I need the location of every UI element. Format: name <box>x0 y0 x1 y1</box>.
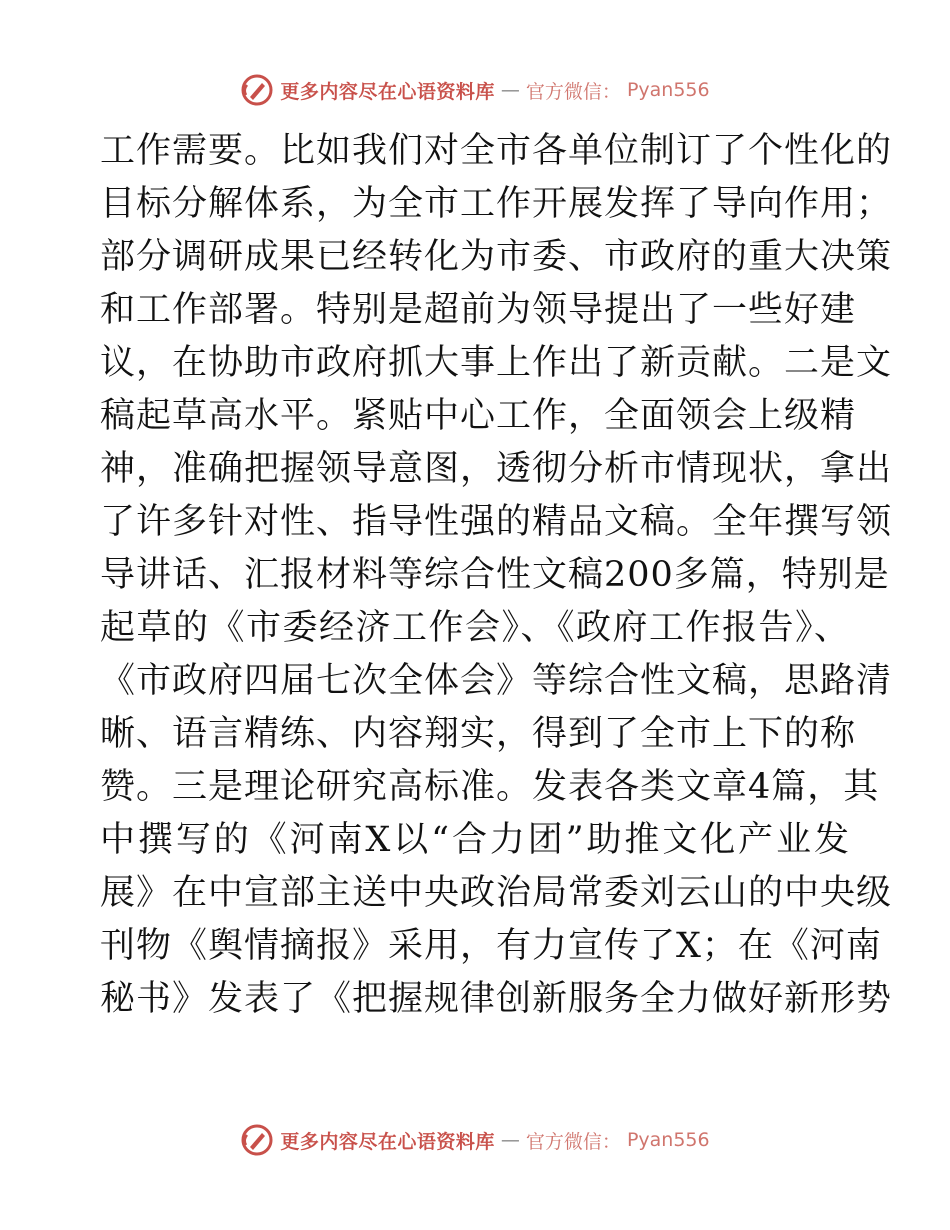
body-line: 议，在协助市政府抓大事上作出了新贡献。二是文 <box>100 343 893 383</box>
body-line: 和工作部署。特别是超前为领导提出了一些好建 <box>100 290 857 330</box>
body-line: 稿起草高水平。紧贴中心工作，全面领会上级精 <box>100 396 857 436</box>
body-line: 部分调研成果已经转化为市委、市政府的重大决策 <box>100 237 893 277</box>
body-line: 了许多针对性、指导性强的精品文稿。全年撰写领 <box>100 502 893 542</box>
body-line: 工作需要。比如我们对全市各单位制订了个性化的 <box>100 131 893 171</box>
pen-circle-logo-icon <box>240 73 274 107</box>
body-line: 起草的《市委经济工作会》、《政府工作报告》、 <box>100 608 850 648</box>
body-line: 神，准确把握领导意图，透彻分析市情现状，拿出 <box>100 449 893 489</box>
footer-site-name: 更多内容尽在心语资料库 <box>280 1130 495 1153</box>
header-banner <box>0 70 950 110</box>
footer-separator: — <box>500 1129 520 1151</box>
body-line: 目标分解体系，为全市工作开展发挥了导向作用； <box>100 184 893 224</box>
body-line: 刊物《舆情摘报》采用，有力宣传了X；在《河南 <box>100 926 882 966</box>
body-line: 导讲话、汇报材料等综合性文稿200多篇，特别是 <box>100 555 890 595</box>
pen-circle-logo-icon <box>240 1123 274 1157</box>
footer-wechat-id: Pyan556 <box>626 1129 710 1151</box>
body-line: 展》在中宣部主送中央政治局常委刘云山的中央级 <box>100 873 893 913</box>
body-line: 赞。三是理论研究高标准。发表各类文章4篇，其 <box>100 767 880 807</box>
body-line: 晰、语言精练、内容翔实，得到了全市上下的称 <box>100 714 857 754</box>
document-body <box>100 125 893 1026</box>
header-wechat-id: Pyan556 <box>626 79 710 101</box>
footer-official-label: 官方微信： <box>525 1130 621 1153</box>
body-line: 《市政府四届七次全体会》等综合性文稿，思路清 <box>100 661 893 701</box>
footer-banner <box>0 1120 950 1160</box>
body-line: 中撰写的《河南X以“合力团”助推文化产业发 <box>100 820 850 860</box>
header-site-name: 更多内容尽在心语资料库 <box>280 80 495 103</box>
header-separator: — <box>500 79 520 101</box>
header-official-label: 官方微信： <box>525 80 621 103</box>
body-line: 秘书》发表了《把握规律创新服务全力做好新形势 <box>100 979 893 1019</box>
